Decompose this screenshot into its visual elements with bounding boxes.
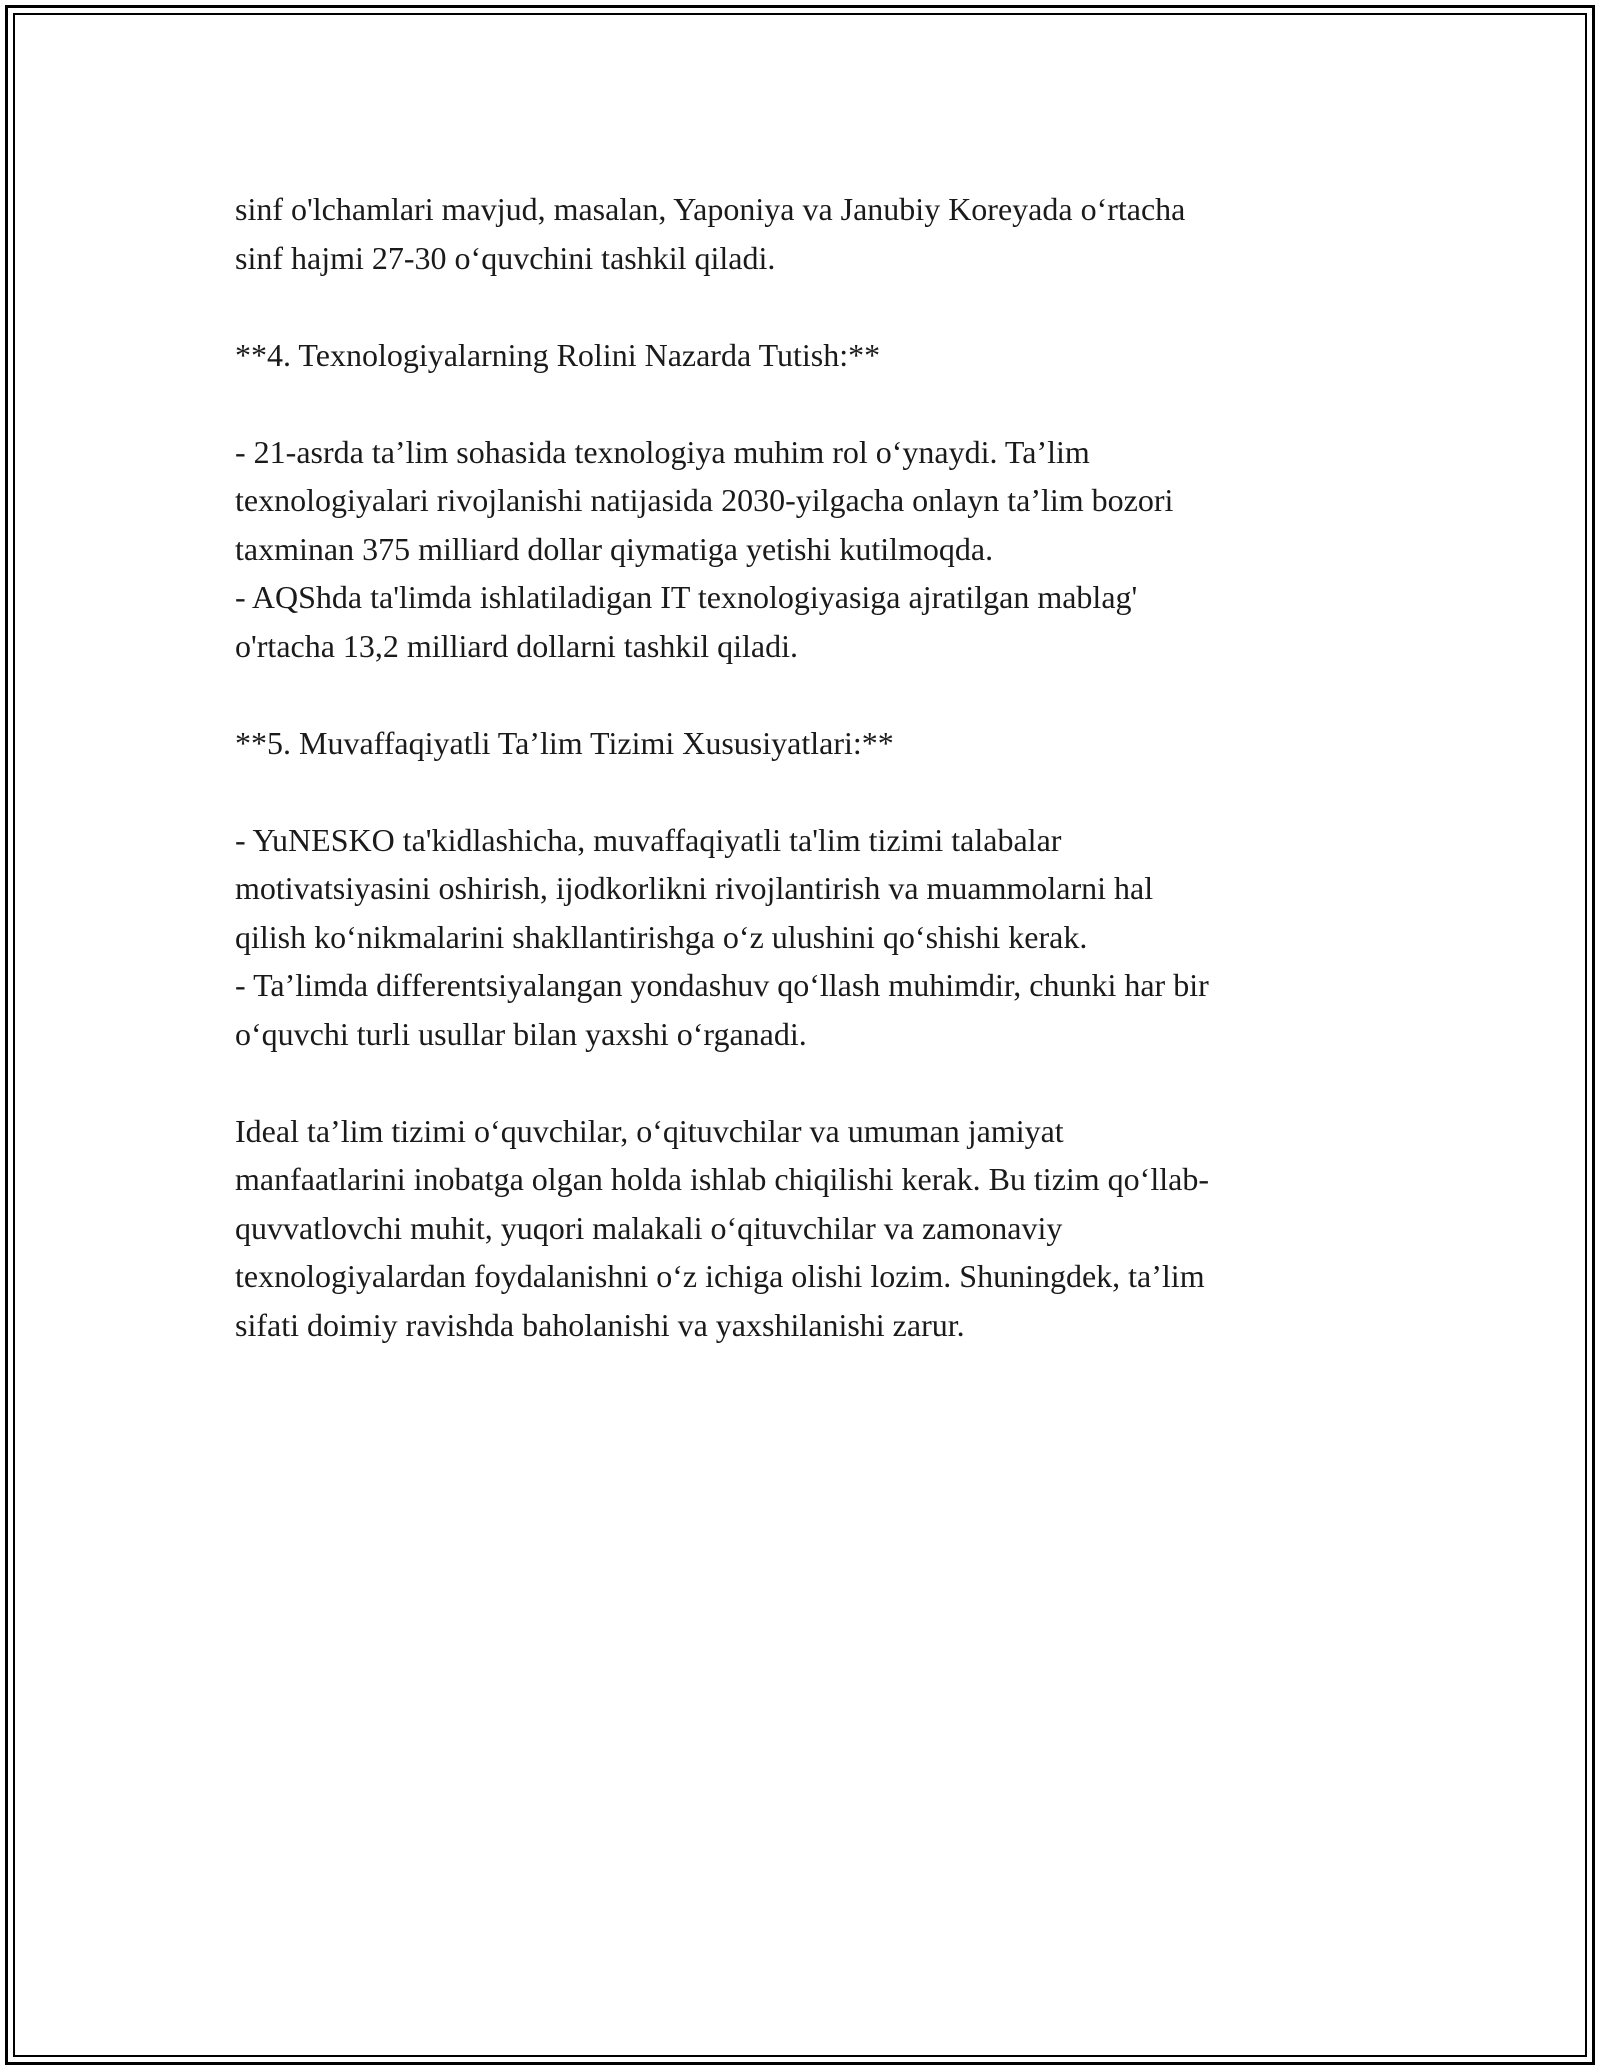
document-body bbox=[235, 185, 1365, 1349]
paragraph-gap bbox=[235, 282, 1365, 331]
text-line: sinf hajmi 27-30 o‘quvchini tashkil qiladi. bbox=[235, 239, 776, 276]
conclusion-line: quvvatlovchi muhit, yuqori malakali o‘qituvchilar va zamonaviy bbox=[235, 1209, 1063, 1246]
conclusion-line: texnologiyalardan foydalanishni o‘z ichiga olishi lozim. Shuningdek, ta’lim bbox=[235, 1258, 1205, 1294]
bullet-line: qilish ko‘nikmalarini shakllantirishga o‘z ulushini qo‘shishi kerak. bbox=[235, 918, 1088, 955]
section-heading-4: **4. Texnologiyalarning Rolini Nazarda Tutish:** bbox=[235, 336, 881, 373]
paragraph-gap bbox=[235, 1058, 1365, 1107]
section-heading-5: **5. Muvaffaqiyatli Ta’lim Tizimi Xususiyatlari:** bbox=[235, 724, 894, 761]
bullet-line: - YuNESKO ta'kidlashicha, muvaffaqiyatli ta'lim tizimi talabalar bbox=[235, 821, 1062, 858]
bullet-line: o‘quvchi turli usullar bilan yaxshi o‘rganadi. bbox=[235, 1015, 807, 1052]
bullet-line: taxminan 375 milliard dollar qiymatiga yetishi kutilmoqda. bbox=[235, 530, 994, 567]
bullet-line: motivatsiyasini oshirish, ijodkorlikni rivojlantirish va muammolarni hal bbox=[235, 870, 1154, 906]
bullet-line: - 21-asrda ta’lim sohasida texnologiya muhim rol o‘ynaydi. Ta’lim bbox=[235, 433, 1090, 470]
conclusion-line: sifati doimiy ravishda baholanishi va yaxshilanishi zarur. bbox=[235, 1306, 965, 1343]
paragraph-gap bbox=[235, 767, 1365, 816]
conclusion-line: Ideal ta’lim tizimi o‘quvchilar, o‘qituvchilar va umuman jamiyat bbox=[235, 1112, 1064, 1149]
bullet-line: - AQShda ta'limda ishlatiladigan IT texnologiyasiga ajratilgan mablag' bbox=[235, 579, 1138, 615]
conclusion-line: manfaatlarini inobatga olgan holda ishlab chiqilishi kerak. Bu tizim qo‘llab- bbox=[235, 1161, 1209, 1197]
paragraph-gap bbox=[235, 379, 1365, 428]
bullet-line: - Ta’limda differentsiyalangan yondashuv qo‘llash muhimdir, chunki har bir bbox=[235, 967, 1209, 1003]
bullet-line: texnologiyalari rivojlanishi natijasida 2030-yilgacha onlayn ta’lim bozori bbox=[235, 482, 1174, 518]
text-line: sinf o'lchamlari mavjud, masalan, Yaponiya va Janubiy Koreyada o‘rtacha bbox=[235, 191, 1186, 227]
paragraph-gap bbox=[235, 670, 1365, 719]
bullet-line: o'rtacha 13,2 milliard dollarni tashkil qiladi. bbox=[235, 627, 798, 664]
